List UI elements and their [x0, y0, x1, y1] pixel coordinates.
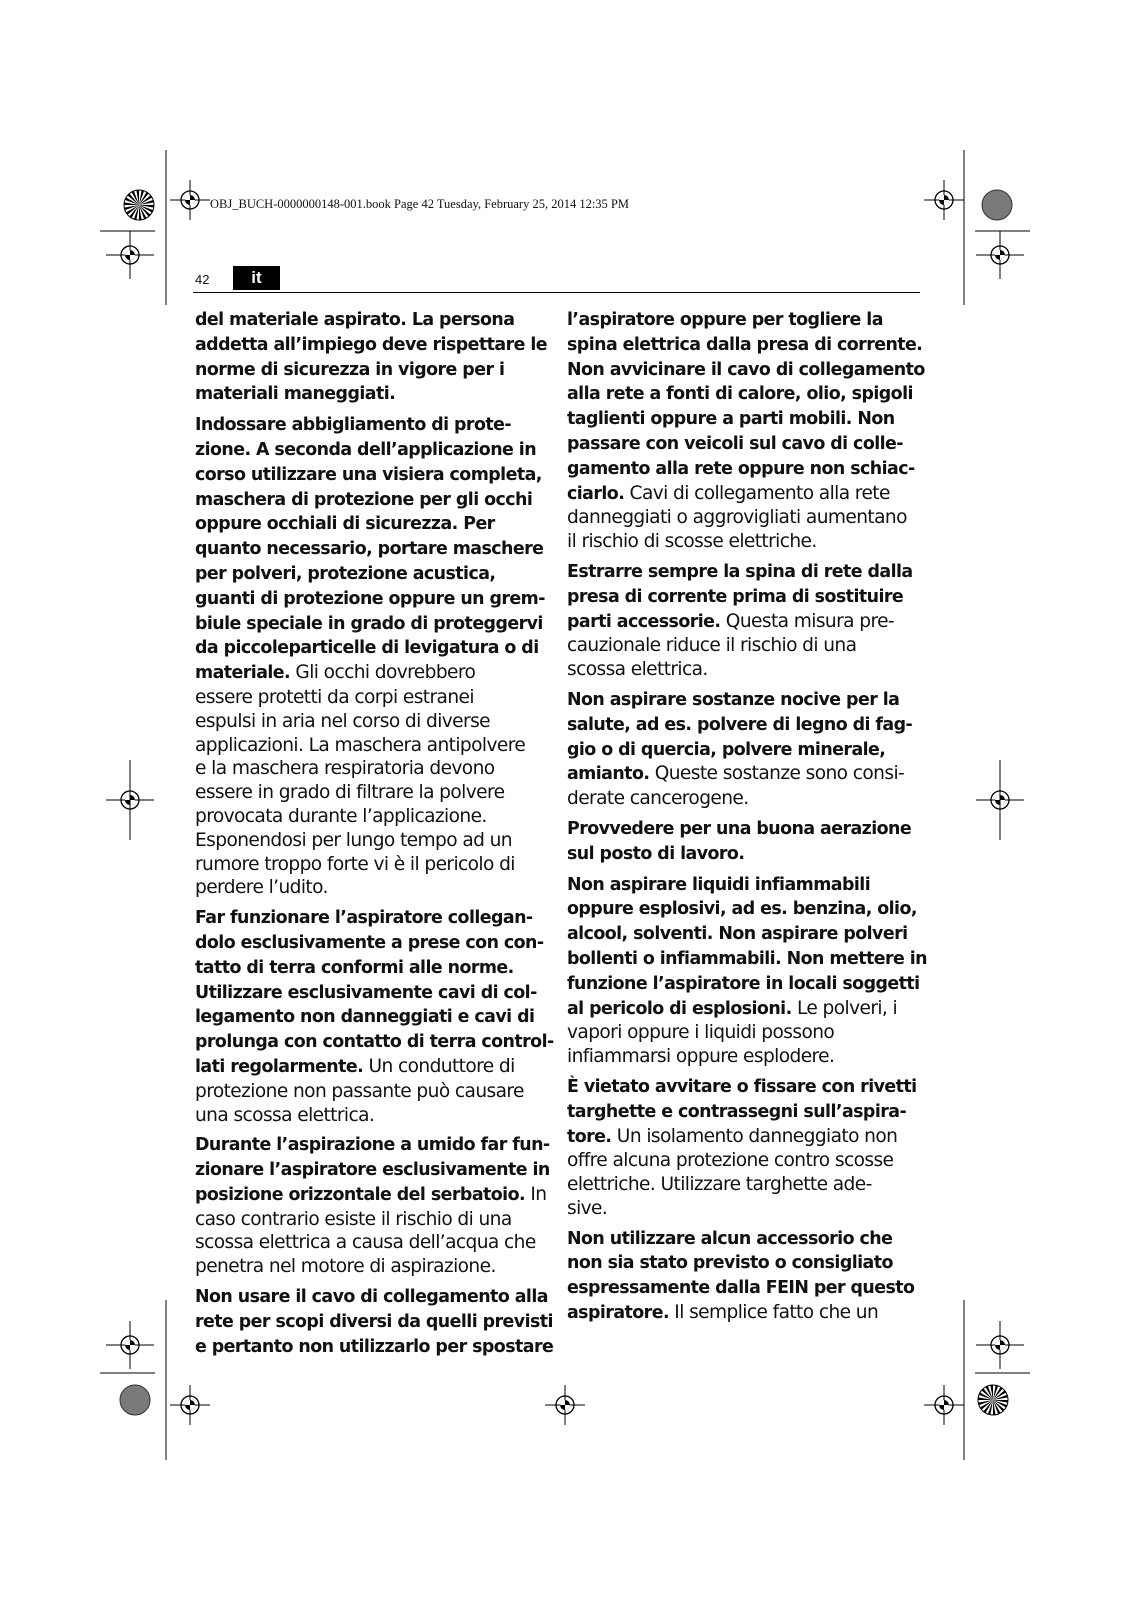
left-column [195, 308, 554, 1365]
gray-density-dot-icon [982, 190, 1012, 220]
bold-text: funzione l’aspiratore in locali soggetti [567, 973, 920, 994]
regular-text: rumore troppo forte vi è il pericolo di [195, 853, 515, 875]
text-line [567, 817, 920, 842]
text-line [195, 413, 548, 438]
text-line [567, 762, 920, 787]
text-line [195, 1133, 548, 1158]
text-line [195, 438, 548, 463]
text-line [567, 1149, 920, 1173]
regular-text: Queste sostanze sono consi- [649, 763, 905, 785]
paragraph [567, 1227, 920, 1326]
text-line [195, 829, 548, 853]
bold-text: passare con veicoli sul cavo di colle- [567, 433, 903, 454]
bold-text: Indossare abbigliamento di prote- [195, 415, 512, 436]
bold-text: aspiratore. [567, 1303, 669, 1324]
text-line [567, 432, 920, 457]
text-line [567, 1276, 920, 1301]
bold-text: al pericolo di esplosioni. [567, 998, 792, 1019]
text-line [195, 906, 548, 931]
text-line [195, 710, 548, 734]
paragraph [567, 1075, 920, 1221]
text-line [567, 1100, 920, 1125]
text-line [195, 612, 548, 637]
paragraph [567, 817, 920, 867]
page-number: 42 [195, 272, 210, 287]
text-line [195, 308, 548, 333]
bold-text: dolo esclusivamente a prese con con- [195, 932, 544, 953]
bold-text: Provvedere per una buona aerazione [567, 818, 912, 839]
regular-text: elettriche. Utilizzare targhette ade- [567, 1174, 872, 1196]
text-line [195, 382, 548, 407]
regular-text: Un conduttore di [363, 1055, 515, 1077]
text-line [195, 1158, 548, 1183]
text-line [567, 738, 920, 763]
bold-text: Utilizzare esclusivamente cavi di col- [195, 982, 537, 1003]
bold-text: targhette e contrassegni sull’aspira- [567, 1101, 907, 1122]
regular-text: il rischio di scosse elettriche. [567, 531, 817, 553]
bold-text: salute, ad es. polvere di legno di fag- [567, 714, 913, 735]
regular-text: vapori oppure i liquidi possono [567, 1022, 835, 1044]
paragraph [567, 560, 920, 682]
text-line [195, 1208, 548, 1232]
bold-text: Non usare il cavo di collegamento alla [195, 1287, 548, 1308]
regular-text: applicazioni. La maschera antipolvere [195, 734, 526, 756]
text-line [195, 512, 548, 537]
paragraph [567, 873, 927, 1069]
text-line [567, 585, 920, 610]
text-line [195, 876, 548, 900]
bold-text: addetta all’impiego deve rispettare le [195, 334, 548, 355]
regular-text: cauzionale riduce il rischio di una [567, 635, 857, 657]
bold-text: non sia stato previsto o consigliato [567, 1253, 893, 1274]
text-line [195, 537, 548, 562]
text-line [195, 853, 548, 877]
bold-text: sul posto di lavoro. [567, 843, 745, 864]
text-line [567, 634, 920, 658]
text-line [195, 1030, 554, 1055]
paragraph [195, 413, 548, 900]
regular-text: scossa elettrica. [567, 659, 708, 681]
bold-text: gamento alla rete oppure non schiac- [567, 458, 915, 479]
bold-text: prolunga con contatto di terra control- [195, 1032, 554, 1053]
text-line [567, 457, 920, 482]
bold-text: zione. A seconda dell’applicazione in [195, 439, 537, 460]
regular-text: una scossa elettrica. [195, 1104, 375, 1126]
text-line [195, 1104, 548, 1128]
bold-text: e pertanto non utilizzarlo per spostare [195, 1336, 554, 1357]
text-line [195, 781, 548, 805]
bold-text: biule speciale in grado di proteggervi [195, 613, 543, 634]
text-line [195, 757, 548, 781]
color-target-starburst-icon [124, 190, 154, 220]
text-line [195, 734, 548, 758]
text-line [567, 922, 920, 947]
bold-text: maschera di protezione per gli occhi [195, 489, 533, 510]
color-target-starburst-icon [978, 1385, 1008, 1415]
bold-text: amianto. [567, 764, 650, 785]
text-line [195, 333, 548, 358]
text-line [195, 1231, 548, 1255]
registration-crosshair-icon [976, 1321, 1024, 1369]
text-line [567, 688, 920, 713]
bold-text: Estrarre sempre la spina di rete dalla [567, 561, 913, 582]
regular-text: In [525, 1183, 547, 1205]
registration-crosshair-icon [170, 1385, 210, 1425]
bold-text: tore. [567, 1126, 612, 1147]
language-tab: it [233, 266, 280, 290]
regular-text: essere protetti da corpi estranei [195, 686, 474, 708]
bold-text: ciarlo. [567, 483, 625, 504]
bold-text: oppure occhiali di sicurezza. Per [195, 514, 495, 535]
text-line [195, 805, 548, 829]
bold-text: materiale. [195, 663, 291, 684]
bold-text: alcool, solventi. Non aspirare polveri [567, 924, 908, 945]
registration-crosshair-icon [106, 1321, 154, 1369]
bold-text: alla rete a fonti di calore, olio, spigoli [567, 384, 913, 405]
text-line [567, 1227, 920, 1252]
regular-text: derate cancerogene. [567, 788, 749, 810]
text-line [195, 686, 548, 710]
bold-text: presa di corrente prima di sostituire [567, 586, 904, 607]
text-line [567, 308, 920, 333]
text-line [195, 1285, 548, 1310]
header-rule [193, 292, 920, 293]
regular-text: Il semplice fatto che un [669, 1302, 879, 1324]
regular-text: Le polveri, i [791, 997, 898, 1019]
bold-text: espressamente dalla FEIN per questo [567, 1278, 915, 1299]
bold-text: per polveri, protezione acustica, [195, 563, 496, 584]
regular-text: essere in grado di filtrare la polvere [195, 782, 505, 804]
regular-text: Gli occhi dovrebbero [290, 662, 476, 684]
bold-text: quanto necessario, portare maschere [195, 539, 544, 560]
text-line [567, 1125, 920, 1150]
book-file-info: OBJ_BUCH-0000000148-001.book Page 42 Tuesday, February 25, 2014 12:35 PM [210, 197, 629, 211]
registration-crosshair-icon [545, 1385, 585, 1425]
bold-text: spina elettrica dalla presa di corrente. [567, 334, 923, 355]
bold-text: posizione orizzontale del serbatoio. [195, 1184, 526, 1205]
paragraph [195, 308, 548, 407]
regular-text: Esponendosi per lungo tempo ad un [195, 829, 512, 851]
text-line [567, 333, 923, 358]
paragraph [195, 1133, 548, 1279]
text-line [195, 931, 548, 956]
text-line [195, 562, 548, 587]
paragraph [567, 688, 920, 811]
bold-text: legamento non danneggiati e cavi di [195, 1007, 535, 1028]
regular-text: provocata durante l’applicazione. [195, 805, 487, 827]
text-line [195, 1335, 554, 1360]
text-line [567, 842, 920, 867]
bold-text: tatto di terra conformi alle norme. [195, 957, 514, 978]
registration-crosshair-icon [170, 180, 210, 220]
bold-text: Non avvicinare il cavo di collegamento [567, 359, 925, 380]
regular-text: perdere l’udito. [195, 877, 328, 899]
text-line [195, 1255, 548, 1279]
text-line [567, 610, 920, 635]
text-line [195, 661, 548, 686]
text-line [567, 560, 920, 585]
regular-text: danneggiati o aggrovigliati aumentano [567, 507, 907, 529]
regular-text: Questa misura pre- [720, 610, 895, 632]
regular-text: offre alcuna protezione contro scosse [567, 1150, 894, 1172]
text-line [195, 358, 548, 383]
registration-crosshair-icon [924, 1385, 964, 1425]
text-line [195, 1310, 553, 1335]
text-line [567, 658, 920, 682]
text-line [195, 1055, 548, 1080]
bold-text: bollenti o infiammabili. Non mettere in [567, 948, 927, 969]
text-line [567, 1251, 920, 1276]
text-line [195, 1183, 548, 1208]
text-line [195, 636, 548, 661]
text-line [567, 997, 920, 1022]
text-line [195, 981, 548, 1006]
registration-crosshair-icon [976, 776, 1024, 824]
bold-text: Non aspirare liquidi infiammabili [567, 874, 871, 895]
text-line [567, 530, 920, 554]
text-line [195, 1080, 548, 1104]
text-line [567, 713, 920, 738]
regular-text: scossa elettrica a causa dell’acqua che [195, 1232, 536, 1254]
regular-text: Un isolamento danneggiato non [611, 1125, 898, 1147]
text-line [567, 947, 927, 972]
bold-text: oppure esplosivi, ad es. benzina, olio, [567, 899, 917, 920]
registration-crosshair-icon [976, 231, 1024, 279]
regular-text: protezione non passante può causare [195, 1080, 524, 1102]
paragraph [195, 1285, 554, 1359]
regular-text: sive. [567, 1197, 608, 1219]
bold-text: guanti di protezione oppure un grem- [195, 588, 545, 609]
bold-text: Non aspirare sostanze nocive per la [567, 689, 900, 710]
text-line [195, 587, 548, 612]
bold-text: zionare l’aspiratore esclusivamente in [195, 1160, 550, 1181]
text-line [567, 506, 920, 530]
text-line [567, 787, 920, 811]
gray-density-dot-icon [120, 1385, 150, 1415]
text-line [567, 382, 920, 407]
text-line [567, 897, 920, 922]
paragraph [567, 308, 925, 554]
bold-text: lati regolarmente. [195, 1056, 364, 1077]
text-line [567, 407, 920, 432]
text-line [567, 1173, 920, 1197]
text-line [195, 488, 548, 513]
text-line [567, 358, 925, 383]
text-line [195, 956, 548, 981]
regular-text: penetra nel motore di aspirazione. [195, 1256, 496, 1278]
text-line [567, 1075, 920, 1100]
regular-text: espulsi in aria nel corso di diverse [195, 710, 490, 732]
registration-crosshair-icon [924, 180, 964, 220]
bold-text: materiali maneggiati. [195, 384, 396, 405]
bold-text: norme di sicurezza in vigore per i [195, 359, 505, 380]
text-line [195, 463, 548, 488]
registration-crosshair-icon [106, 776, 154, 824]
bold-text: taglienti oppure a parti mobili. Non [567, 409, 895, 430]
text-line [567, 972, 920, 997]
text-line [567, 1197, 920, 1221]
bold-text: Far funzionare l’aspiratore collegan- [195, 908, 533, 929]
bold-text: da piccoleparticelle di levigatura o di [195, 638, 539, 659]
text-line [567, 1301, 920, 1326]
text-line [567, 873, 920, 898]
text-line [567, 1045, 920, 1069]
bold-text: gio o di quercia, polvere minerale, [567, 739, 886, 760]
bold-text: del materiale aspirato. La persona [195, 310, 515, 330]
bold-text: È vietato avvitare o fissare con rivetti [567, 1076, 917, 1097]
bold-text: l’aspiratore oppure per togliere la [567, 310, 883, 330]
right-column [567, 308, 927, 1332]
bold-text: Non utilizzare alcun accessorio che [567, 1228, 893, 1249]
text-line [195, 1005, 548, 1030]
text-line [567, 1021, 920, 1045]
regular-text: caso contrario esiste il rischio di una [195, 1208, 512, 1230]
regular-text: e la maschera respiratoria devono [195, 758, 495, 780]
bold-text: parti accessorie. [567, 611, 721, 632]
regular-text: infiammarsi oppure esplodere. [567, 1046, 835, 1068]
paragraph [195, 906, 554, 1127]
bold-text: rete per scopi diversi da quelli previsti [195, 1311, 553, 1332]
bold-text: corso utilizzare una visiera completa, [195, 464, 542, 485]
bold-text: Durante l’aspirazione a umido far fun- [195, 1135, 550, 1156]
regular-text: Cavi di collegamento alla rete [624, 482, 890, 504]
text-line [567, 482, 920, 507]
registration-crosshair-icon [106, 231, 154, 279]
